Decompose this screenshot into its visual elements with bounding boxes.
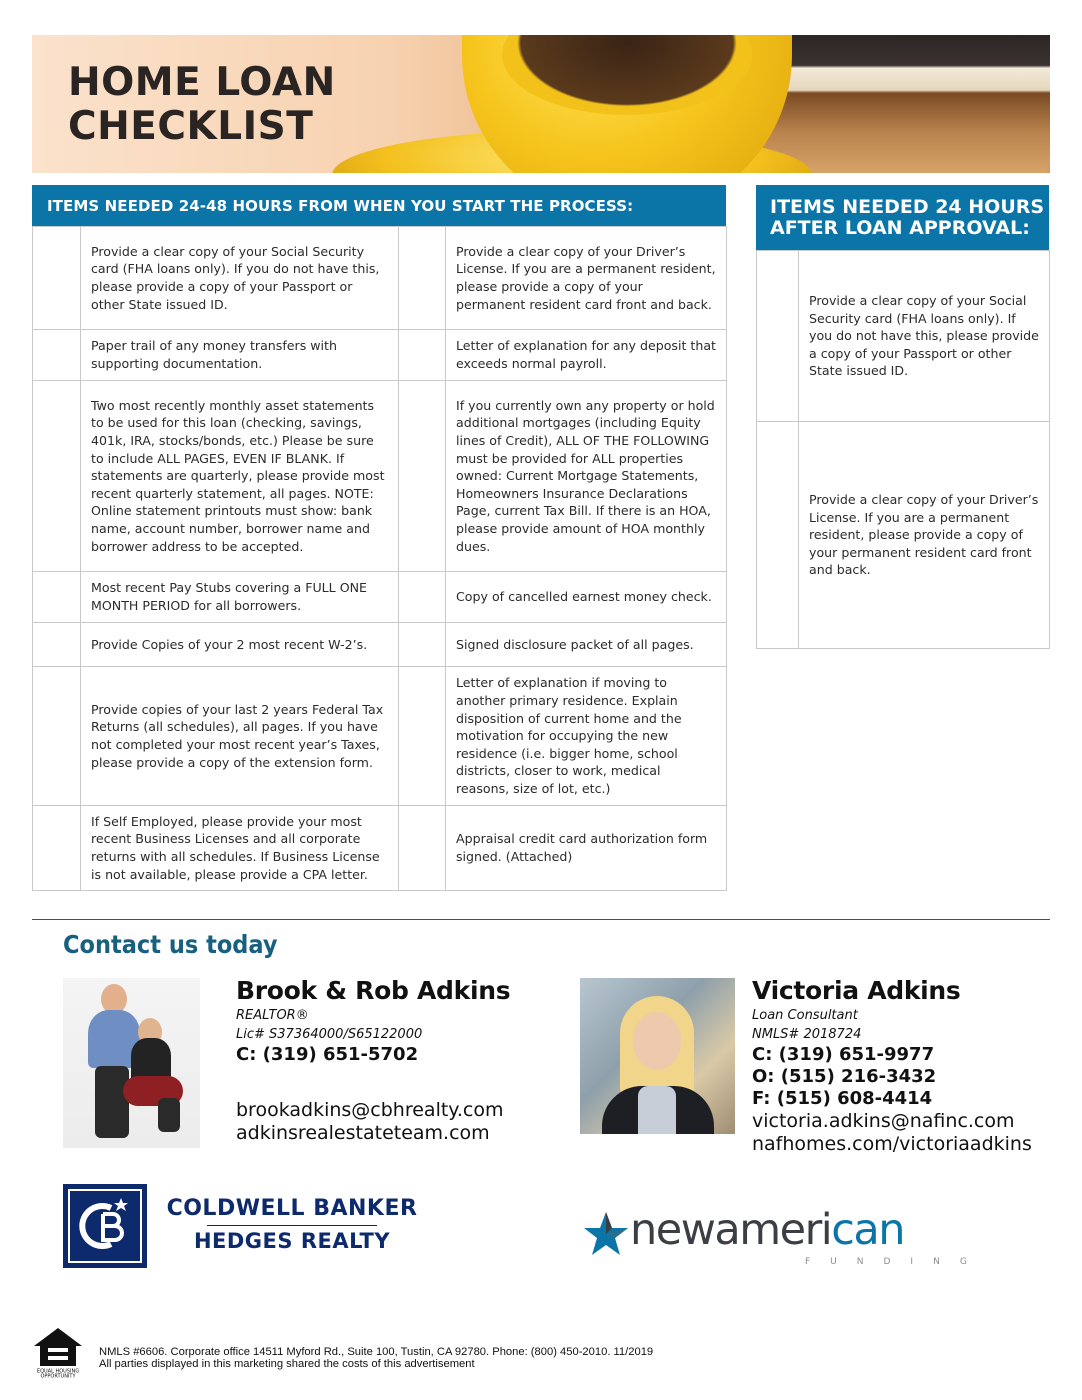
agent-name: Brook & Rob Adkins xyxy=(236,976,511,1005)
checklist-row xyxy=(33,806,727,891)
new-american-wordmark xyxy=(630,1206,904,1254)
checklist-item: Provide copies of your last 2 years Federal Tax Returns (all schedules), all pages. If you have not completed your most recent year’s Taxes, please provide a copy of the extension form. xyxy=(81,667,399,806)
checklist-item: Copy of cancelled earnest money check. xyxy=(446,572,727,623)
agent-website-link[interactable]: adkinsrealestateteam.com xyxy=(236,1122,490,1144)
lender-email-link[interactable]: victoria.adkins@nafinc.com xyxy=(752,1110,1015,1132)
footer-line-2: All parties displayed in this marketing shared the costs of this advertisement xyxy=(99,1358,475,1370)
coldwell-banker-wordmark xyxy=(165,1196,419,1254)
checklist-row xyxy=(33,381,727,572)
cb-brand-line-2: HEDGES REALTY xyxy=(193,1229,391,1253)
lender-contact xyxy=(752,976,1032,1156)
lender-office-phone[interactable]: O: (515) 216-3432 xyxy=(752,1066,937,1087)
agent-contact xyxy=(236,976,510,1145)
agent-photo xyxy=(63,978,200,1148)
eho-label-1: EQUAL HOUSING xyxy=(36,1368,80,1375)
checkbox[interactable] xyxy=(33,572,81,623)
agent-license: Lic# S37364000/S65122000 xyxy=(236,1027,423,1042)
books-image xyxy=(757,35,1050,173)
eho-label-2: OPPORTUNITY xyxy=(40,1373,76,1378)
checkbox[interactable] xyxy=(399,806,446,891)
title-line-2: CHECKLIST xyxy=(68,104,314,149)
agent-email-link[interactable]: brookadkins@cbhrealty.com xyxy=(236,1099,504,1121)
checkbox[interactable] xyxy=(33,381,81,572)
lender-cell-phone[interactable]: C: (319) 651-9977 xyxy=(752,1044,935,1065)
checklist-row xyxy=(33,227,727,330)
checklist-item: Provide a clear copy of your Driver’s License. If you are a permanent resident, please provide a copy of your permanent resident card front and back. xyxy=(446,227,727,330)
checkbox[interactable] xyxy=(33,806,81,891)
checklist-item: If you currently own any property or hold additional mortgages (including Equity lines of Credit), ALL OF THE FOLLOWING must be provided for ALL properties owned: Current Mortgage Statements, Homeowners Insurance Declarations Page, current Tax Bill. If there is an HOA, please provide amount of HOA monthly dues. xyxy=(446,381,727,572)
checklist-item: Two most recently monthly asset statements to be used for this loan (checking, savings, 401k, IRA, stocks/bonds, etc.) Please be sure to include ALL PAGES, EVEN IF BLANK. If statements are quarterly, please provide most recent quarterly statement, all pages. NOTE: Online statement printouts must show: bank name, account number, borrower name and borrower address to be accepted. xyxy=(81,381,399,572)
checklist-item: Provide a clear copy of your Social Security card (FHA loans only). If you do not have this, please provide a copy of your Passport or other State issued ID. xyxy=(799,251,1050,422)
checklist-item: Most recent Pay Stubs covering a FULL ONE MONTH PERIOD for all borrowers. xyxy=(81,572,399,623)
checkbox[interactable] xyxy=(33,227,81,330)
checklist-item: Appraisal credit card authorization form signed. (Attached) xyxy=(446,806,727,891)
checkbox[interactable] xyxy=(399,667,446,806)
side-heading-line-1: ITEMS NEEDED 24 HOURS xyxy=(770,196,1045,218)
cb-brand-line-1: COLDWELL BANKER xyxy=(166,1196,418,1221)
checklist-item: If Self Employed, please provide your most recent Business Licenses and all corporate returns with all schedules. If Business License is not available, please provide a CPA letter. xyxy=(81,806,399,891)
page-title xyxy=(68,61,336,149)
checkbox[interactable] xyxy=(399,227,446,330)
title-line-1: HOME LOAN xyxy=(68,60,336,105)
new-american-star-icon xyxy=(582,1210,630,1258)
checklist-row xyxy=(33,667,727,806)
side-checklist-heading xyxy=(756,185,1049,250)
checkbox[interactable] xyxy=(33,623,81,667)
checklist-item: Signed disclosure packet of all pages. xyxy=(446,623,727,667)
checkbox[interactable] xyxy=(399,381,446,572)
checklist-item: Provide a clear copy of your Driver’s License. If you are a permanent resident, please provide a copy of your permanent resident card front and back. xyxy=(799,422,1050,649)
side-checklist-table xyxy=(756,250,1050,649)
footer-disclaimer xyxy=(99,1346,653,1370)
lender-website-link[interactable]: nafhomes.com/victoriaadkins xyxy=(752,1133,1032,1155)
checklist-item: Letter of explanation for any deposit that exceeds normal payroll. xyxy=(446,330,727,381)
checkbox[interactable] xyxy=(757,251,799,422)
header-banner xyxy=(32,35,1050,173)
checklist-item: Letter of explanation if moving to another primary residence. Explain disposition of current home and the motivation for occupying the new residence (i.e. bigger home, school districts, closer to work, medical reasons, size of lot, etc.) xyxy=(446,667,727,806)
checkbox[interactable] xyxy=(399,330,446,381)
agent-role: REALTOR® xyxy=(236,1008,309,1023)
main-checklist-heading: ITEMS NEEDED 24-48 HOURS FROM WHEN YOU START THE PROCESS: xyxy=(32,185,726,226)
lender-name: Victoria Adkins xyxy=(752,976,961,1005)
checklist-item: Paper trail of any money transfers with supporting documentation. xyxy=(81,330,399,381)
cb-monogram-icon xyxy=(77,1196,133,1256)
side-heading-line-2: AFTER LOAN APPROVAL: xyxy=(770,217,1030,239)
checkbox[interactable] xyxy=(33,330,81,381)
contact-heading: Contact us today xyxy=(63,930,278,959)
checkbox[interactable] xyxy=(399,623,446,667)
section-divider xyxy=(32,919,1050,920)
checkbox[interactable] xyxy=(399,572,446,623)
agent-cell-phone[interactable]: C: (319) 651-5702 xyxy=(236,1044,419,1065)
naf-word-accent: can xyxy=(831,1205,904,1255)
lender-nmls: NMLS# 2018724 xyxy=(752,1027,862,1042)
footer-line-1: NMLS #6606. Corporate office 14511 Myford Rd., Suite 100, Tustin, CA 92780. Phone: (800) 450-2010. 11/2019 xyxy=(99,1346,654,1358)
checklist-row xyxy=(757,251,1050,422)
lender-photo xyxy=(580,978,735,1134)
checkbox[interactable] xyxy=(33,667,81,806)
lender-fax: F: (515) 608-4414 xyxy=(752,1088,933,1109)
new-american-tagline: FUNDING xyxy=(805,1257,987,1267)
naf-word-main: newameri xyxy=(630,1205,832,1255)
equal-housing-opportunity-icon xyxy=(32,1326,84,1378)
lender-role: Loan Consultant xyxy=(752,1008,858,1023)
checklist-row xyxy=(33,572,727,623)
checklist-row xyxy=(757,422,1050,649)
checklist-item: Provide Copies of your 2 most recent W-2’s. xyxy=(81,623,399,667)
checklist-row xyxy=(33,623,727,667)
checklist-item: Provide a clear copy of your Social Security card (FHA loans only). If you do not have this, please provide a copy of your Passport or other State issued ID. xyxy=(81,227,399,330)
checkbox[interactable] xyxy=(757,422,799,649)
main-checklist-table xyxy=(32,226,727,891)
checklist-row xyxy=(33,330,727,381)
coldwell-banker-logo-icon xyxy=(63,1184,147,1268)
